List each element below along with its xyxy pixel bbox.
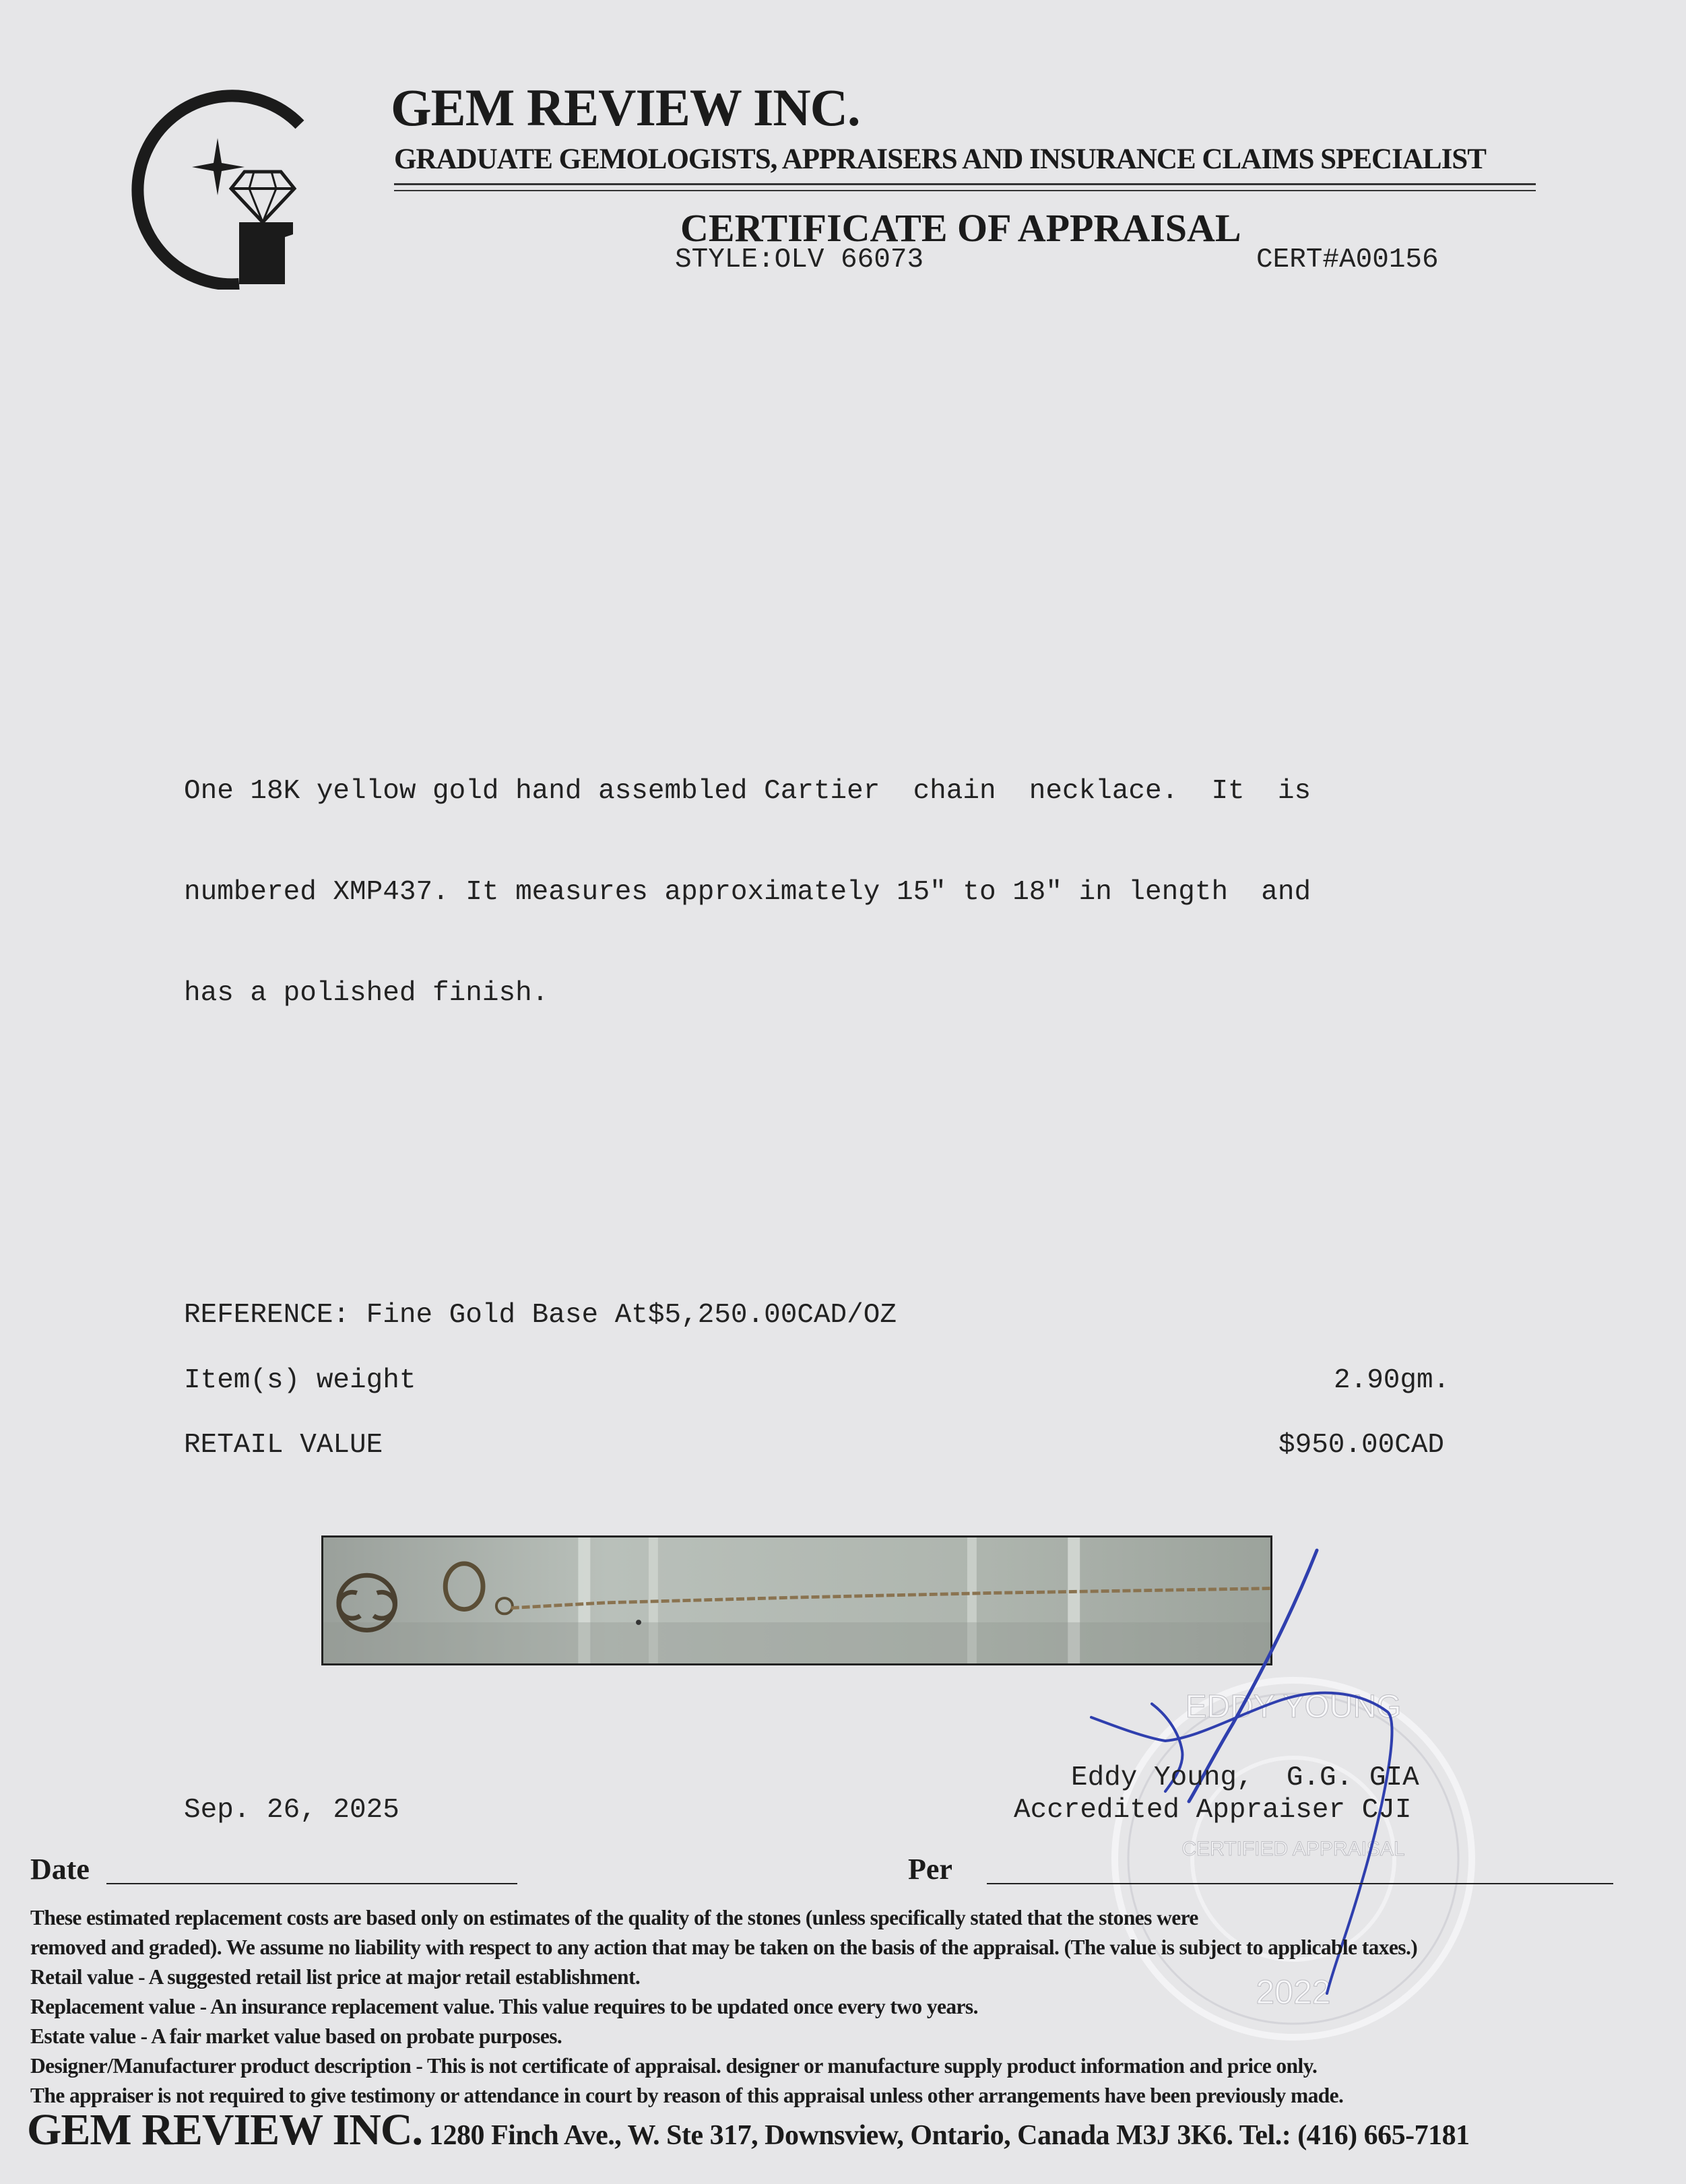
disclaimer-line: Estate value - A fair market value based on probate purposes. — [30, 2024, 562, 2048]
weight-label: Item(s) weight — [184, 1365, 416, 1396]
footer-address: 1280 Finch Ave., W. Ste 317, Downsview, Ontario, Canada M3J 3K6. Tel.: (416) 665-7181 — [422, 2120, 1470, 2151]
company-tagline: GRADUATE GEMOLOGISTS, APPRAISERS AND INSURANCE CLAIMS SPECIALIST — [394, 143, 1486, 175]
logo-pedestal — [239, 222, 293, 284]
disclaimer-line: Retail value - A suggested retail list price at major retail establishment. — [30, 1965, 641, 1989]
seal-name-text: EDDY YOUNG — [1185, 1689, 1402, 1725]
footer-company-name: GEM REVIEW INC. — [27, 2105, 423, 2154]
header-rule — [394, 190, 1536, 191]
certificate-number: CERT#A00156 — [1256, 244, 1439, 275]
retail-value-amount: $950.00CAD — [1278, 1430, 1445, 1461]
per-signature-line — [987, 1883, 1613, 1884]
disclaimer-line: Designer/Manufacturer product description - This is not certificate of appraisal. designer or manufacture supply product information and price only. — [30, 2054, 1318, 2078]
description-line: numbered XMP437. It measures approximately 15" to 18" in length and — [184, 877, 1311, 908]
disclaimer-line: Replacement value - An insurance replacement value. This value requires to be updated once every two years. — [30, 1995, 978, 2018]
appraiser-name: Eddy Young, G.G. GIA — [1071, 1762, 1419, 1793]
certificate-title: CERTIFICATE OF APPRAISAL — [680, 206, 1241, 250]
disclaimer-line: The appraiser is not required to give testimony or attendance in court by reason of this appraisal unless other arrangements have been previously made. — [30, 2084, 1344, 2107]
company-name: GEM REVIEW INC. — [391, 78, 860, 137]
retail-value-label: RETAIL VALUE — [184, 1430, 383, 1461]
disclaimer-line: These estimated replacement costs are based only on estimates of the quality of the stones (unless specifically stated that the stones were — [30, 1906, 1198, 1929]
diamond-icon — [231, 172, 294, 222]
appraiser-title: Accredited Appraiser CJI — [1014, 1795, 1412, 1826]
disclaimer-block — [30, 1903, 1674, 2111]
date-label: Date — [30, 1853, 90, 1886]
date-signature-line — [106, 1883, 517, 1884]
seal-year-text: 2022 — [1256, 1973, 1331, 2011]
seal-center-text: CERTIFIED APPRAISAL — [1181, 1838, 1405, 1860]
description-line: One 18K yellow gold hand assembled Cartier chain necklace. It is — [184, 776, 1311, 807]
disclaimer-line: removed and graded). We assume no liability with respect to any action that may be taken on the basis of the appraisal. (The value is subject to applicable taxes.) — [30, 1935, 1418, 1959]
item-description — [184, 707, 1467, 1044]
appraisal-date: Sep. 26, 2025 — [184, 1795, 399, 1826]
footer — [27, 2105, 1470, 2156]
header-rule — [394, 183, 1536, 185]
style-number: STYLE:OLV 66073 — [675, 244, 924, 275]
per-label: Per — [908, 1853, 952, 1886]
weight-value: 2.90gm. — [1334, 1365, 1450, 1396]
gold-reference: REFERENCE: Fine Gold Base At$5,250.00CAD/OZ — [184, 1300, 897, 1331]
description-line: has a polished finish. — [184, 978, 549, 1009]
company-logo — [131, 88, 327, 290]
